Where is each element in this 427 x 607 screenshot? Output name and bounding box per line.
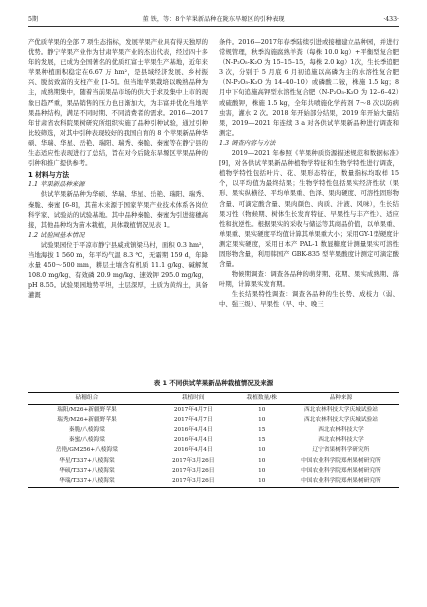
paragraph: 供试苹果新品种为华硕、华瑞、华星、岳艳、瑞阳、瑞秀、秦脆、秦蜜 [6-8]，其苗木来源于国家苹果产业技术体系各岗位科学家、试验站的试验基地。其中品种秦脆、秦蜜为引进接穗高接，其他品种均为苗木栽植，具体栽植情况见表 1。 xyxy=(28,191,208,229)
table-row xyxy=(28,415,399,425)
table-cell: 2016年4月4日 xyxy=(173,426,213,433)
table-container xyxy=(28,392,399,488)
table-cell: 15 xyxy=(258,437,266,444)
table-cell: 10 xyxy=(241,476,283,487)
table-cell: 2016年4月4日 xyxy=(173,437,213,444)
column-header: 栽植时间 xyxy=(146,393,241,405)
table-cell: 西北农林科技大学庆城试验站 xyxy=(303,406,378,413)
column-header: 栽植数量/株 xyxy=(241,393,283,405)
table-cell: 瑞阳/M26+新疆野苹果 xyxy=(57,406,117,413)
table-caption: 表 1 不同供试苹果新品种栽植情况及来源 xyxy=(153,379,274,387)
subsection-heading: 1.3 调查内容与方法 xyxy=(219,139,276,147)
table-cell: 2017年3月26日 xyxy=(172,467,215,474)
table-cell: 瑞秀/M26+新疆野苹果 xyxy=(57,416,117,423)
paragraph: 物候期调查：调查各品种的萌芽期、花期、果实成熟期、落叶期，计算果实发育期。 xyxy=(219,271,399,289)
table-cell: 2017年3月26日 xyxy=(172,457,215,464)
table-cell: 西北农林科技大学 xyxy=(318,426,364,433)
subsection-heading: 1.2 试验园基本情况 xyxy=(28,231,85,239)
table-cell: 西北农林科技大学庆城试验站 xyxy=(303,416,378,423)
left-column xyxy=(28,38,208,301)
column-header: 砧穗组合 xyxy=(28,393,146,405)
table-cell: 15 xyxy=(258,426,266,433)
table-cell: 岳艳/GM256+八棱海棠 xyxy=(55,447,118,454)
table-row xyxy=(28,466,399,476)
table-row xyxy=(28,456,399,466)
table-cell: 中国农业科学院郑州果树研究所 xyxy=(301,467,381,474)
table-row xyxy=(28,425,399,435)
paragraph: 产优质苹果的全部 7 项生态指标，发展苹果产业具有得天独厚的优势。静宁苹果产业作为甘肃苹果产业的杰出代表，经过四十多年的发展，已成为全国著名的优质红富士苹果生产基地，近年来苹果种植面积稳定在6.67 万 hm²，是县域经济发展、乡村振兴、脱贫致富的支柱产业 [1-5]。但当地苹果栽培以晚熟品种为主，成熟期集中，随着当前果品市场的供大于求及集中上市的现象日趋严重，果品销售的压力也日渐加大，为丰富并优化当地苹果品种结构，满足不同时期、不同消费者的需求。2016—2017年甘肃省农科院果树研究所组织实施了品种引种试验，通过引种比较筛选，对其中引种表现较好的我国自育的 8 个苹果新品种华硕、华瑞、华星、岳艳、瑞阳、瑞秀、秦脆、秦蜜等在静宁县的生态适应性表现进行了总结，旨在对今后陇东旱塬区苹果品种的引种和推广提供参考。 xyxy=(28,39,208,168)
table-cell: 辽宁省果树科学研究所 xyxy=(312,447,370,454)
right-column xyxy=(219,38,399,311)
issue-number: 5期 xyxy=(28,16,39,23)
running-header xyxy=(28,14,399,27)
paragraph: 生长结果特性调查：调查各品种的生长势、成枝力（弱、中、强三级）、早果性（早、中、晚三 xyxy=(219,291,399,309)
subsection-heading: 1.1 苹果新品种来源 xyxy=(28,181,85,189)
table-cell: 秦蜜/八棱海棠 xyxy=(68,437,105,444)
table-cell: 10 xyxy=(258,406,266,413)
column-header: 品种来源 xyxy=(283,393,399,405)
table-row xyxy=(28,405,399,416)
paragraph: 2019—2021 年参照《苹果种质资源描述规范和数据标准》[9]，对各供试苹果新品种植物学特征和生物学特性进行调查，植物学特性包括叶片、花、果形态特征，数量指标均取样 15 个，以平均值为最终结果；生物学特性包括果实经济性状（果形、果实纵横径、平均单果重、色泽、果肉硬度、可溶性固形物含量、可滴定酸含量、果肉颜色、肉质、汁液、风味），生长结果习性（物候期、树体生长发育特征、早果性与丰产性）、适应性和抗逆性。根据果实的采收与储运等其商品价值，以单果重、单果重、果实硬度平均值计算其单果重大小；采用GY-1型硬度计测定果实硬度，采用日本产 PAL-1 数显糖度计测量果实可溶性固形物含量，利用韩国产 GBK-835 型苹果酸度计测定可滴定酸含量。 xyxy=(219,150,399,269)
table-cell: 中国农业科学院郑州果树研究所 xyxy=(283,476,399,487)
table-cell: 华硕/T337+八棱海棠 xyxy=(59,467,115,474)
table-cell: 华瑞/T337+八棱海棠 xyxy=(28,476,146,487)
page-number: ·433· xyxy=(383,16,399,23)
table-cell: 华星/T337+八棱海棠 xyxy=(59,457,115,464)
table-cell: 中国农业科学院郑州果树研究所 xyxy=(301,457,381,464)
running-title: 董 铁，等：8个苹果新品种在陇东旱塬区的引种表现 xyxy=(142,16,285,23)
table-cell: 2017年4月7日 xyxy=(173,406,213,413)
section-heading: 1 材料与方法 xyxy=(28,171,70,180)
table-row xyxy=(28,436,399,446)
table-cell: 10 xyxy=(258,467,266,474)
table-cell: 10 xyxy=(258,457,266,464)
table-cell: 10 xyxy=(258,416,266,423)
table-row xyxy=(28,446,399,456)
cultivar-table xyxy=(28,392,399,488)
table-cell: 2016年4月4日 xyxy=(173,447,213,454)
paragraph: 试验果园位于平凉市静宁县威戎镇梁马村，面积 0.3 hm²，当地海拔 1 560 m，年平均气温 8.3 ℃，无霜期 159 d，年降水量 450～500 mm，耕层土壤含有机质 11.1 g/kg、碱解氮 108.0 mg/kg、有效磷 20.9 mg/kg、速效钾 295.0 mg/kg，pH 8.55。试验果园地势平坦，土层深厚，土质为黄绵土，具备灌溉 xyxy=(28,241,208,300)
table-cell: 10 xyxy=(258,447,266,454)
paragraph: 条件。2016—2017年春季陆续引进或接穗建立品种园，并进行常规管理，秋季沟施腐熟羊粪（每株 10.0 kg）+平衡型复合肥（N-P₂O₅-K₂O 为 15–15–15，每株 2.0 kg）1次，生长季追肥 3 次，分别于 5 月底 6 月初追施以高磷为主的水溶性复合肥（N-P₂O₅-K₂O 为 14–40–10）或磷酸二铵，株施 1.5 kg；8 月中下旬追施高钾型水溶性复合肥（N-P₂O₅-K₂O 为 12–6–42）或硫酸钾，株施 1.5 kg，全年共喷施化学药剂 7～8 次以防病虫害，灌水 2 次。2018 年开始部分结果，2019 年开始大量结果，2019—2021 年连续 3 a 对各供试苹果新品种进行调查和测定。 xyxy=(219,39,400,137)
table-cell: 2017年4月7日 xyxy=(173,416,213,423)
table-row xyxy=(28,476,399,487)
table-cell: 2017年3月26日 xyxy=(146,476,241,487)
table-cell: 秦脆/八棱海棠 xyxy=(68,426,105,433)
table-header-row xyxy=(28,393,399,405)
table-cell: 西北农林科技大学 xyxy=(318,437,364,444)
